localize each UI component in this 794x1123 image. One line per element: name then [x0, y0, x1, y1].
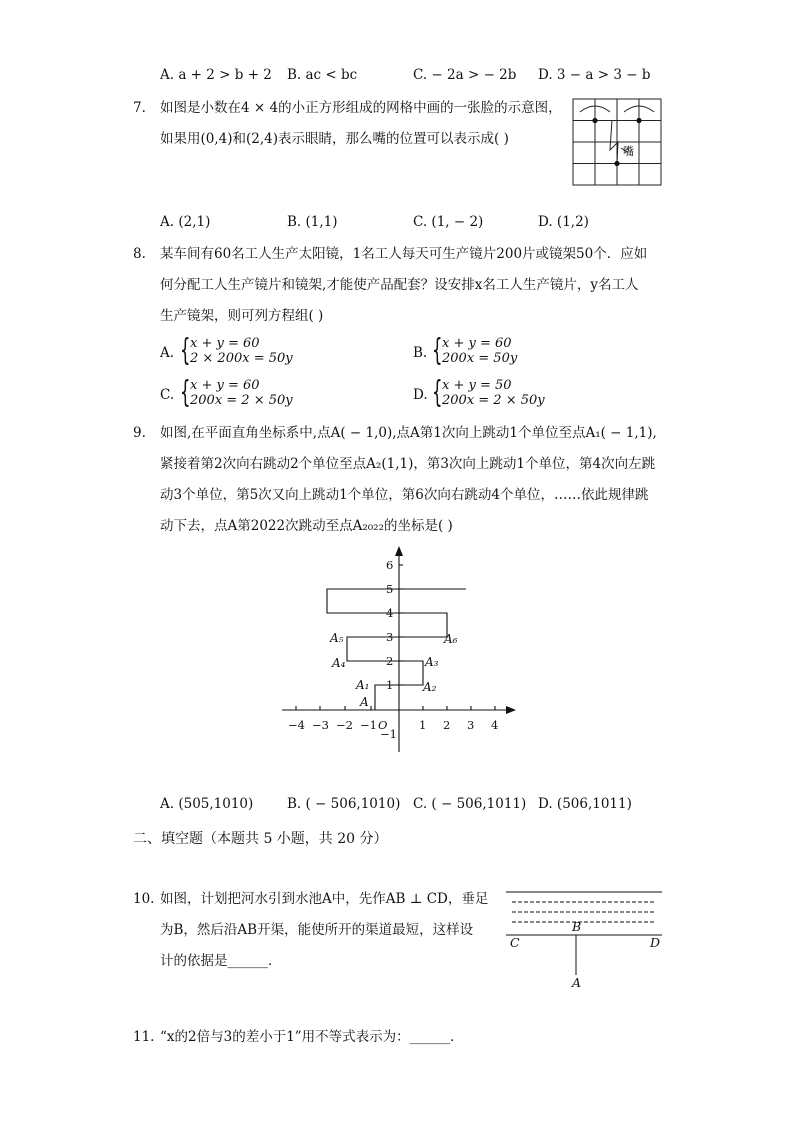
q10-label-b: B: [572, 919, 582, 934]
q7-option-d: D. (1,2): [538, 214, 589, 230]
y-tick-6: 6: [386, 558, 394, 572]
q7-option-b: B. (1,1): [287, 214, 338, 230]
q6-option-b: B. ac < bc: [287, 67, 358, 83]
q7-left-eye-dot: [592, 118, 597, 123]
q7-mouth-dot: [614, 161, 619, 166]
x-tick-1: 1: [419, 718, 427, 732]
q8-b-eq1: x + y = 60: [442, 336, 512, 351]
y-tick-3: 3: [386, 630, 394, 644]
origin-label: O: [378, 718, 388, 732]
q6-option-c: C. − 2a > − 2b: [413, 67, 517, 83]
q11-number: 11.: [133, 1029, 155, 1045]
q8-option-c-label: C.: [160, 387, 175, 403]
y-tick-5: 5: [386, 582, 394, 596]
q9-option-a: A. (505,1010): [160, 796, 254, 812]
x-tick-neg3: −3: [312, 718, 329, 732]
x-tick-neg1: −1: [360, 718, 377, 732]
point-label-a6: A₆: [444, 632, 458, 646]
q10-number: 10.: [133, 891, 155, 907]
q7-number: 7.: [133, 100, 146, 116]
q8-c-eq2: 200x = 2 × 50y: [190, 393, 293, 408]
q7-mouth-label: 嘴: [623, 145, 634, 158]
q9-number: 9.: [133, 425, 146, 441]
q9-text-line4: 动下去，点A第2022次跳动至点A₂₀₂₂的坐标是( ): [160, 518, 453, 534]
x-axis-arrow: [506, 706, 516, 714]
q10-text-line2: 为B，然后沿AB开渠，能使所开的渠道最短，这样设: [160, 922, 474, 938]
q9-option-d: D. (506,1011): [538, 796, 632, 812]
point-label-a: A: [360, 695, 369, 709]
section-heading: 二、填空题（本题共 5 小题，共 20 分）: [133, 831, 388, 847]
x-tick-neg4: −4: [288, 718, 305, 732]
y-tick-neg1: −1: [380, 727, 397, 741]
q9-option-b: B. ( − 506,1010): [287, 796, 401, 812]
q8-d-eq2: 200x = 2 × 50y: [442, 393, 545, 408]
y-tick-4: 4: [386, 606, 394, 620]
q8-b-eq2: 200x = 50y: [442, 351, 518, 366]
point-label-a4: A₄: [332, 656, 346, 670]
q7-option-a: A. (2,1): [160, 214, 211, 230]
y-tick-1: 1: [386, 678, 394, 692]
q9-option-c: C. ( − 506,1011): [413, 796, 527, 812]
x-tick-neg2: −2: [336, 718, 353, 732]
point-label-a3: A₃: [425, 655, 439, 669]
q6-option-a: A. a + 2 > b + 2: [160, 67, 272, 83]
q8-number: 8.: [133, 246, 146, 262]
q10-text-line3: 计的依据是______．: [160, 953, 282, 969]
q9-text-line1: 如图,在平面直角坐标系中,点A( − 1,0),点A第1次向上跳动1个单位至点A₁( − 1,1),: [160, 425, 657, 441]
point-label-a2: A₂: [423, 680, 437, 694]
q8-option-b-label: B.: [413, 345, 428, 361]
q7-text-line2: 如果用(0,4)和(2,4)表示眼睛，那么嘴的位置可以表示成( ): [160, 131, 509, 147]
q8-text-line1: 某车间有60名工人生产太阳镜，1名工人每天可生产镜片200片或镜架50个．应如: [160, 246, 648, 262]
q10-river-figure: [502, 883, 666, 993]
y-tick-2: 2: [386, 654, 394, 668]
q9-jump-path: [327, 589, 466, 710]
q10-text-line1: 如图，计划把河水引到水池A中，先作AB ⊥ CD，垂足: [160, 891, 489, 907]
q9-text-line3: 动3个单位，第5次又向上跳动1个单位，第6次向右跳动4个单位，……依此规律跳: [160, 487, 649, 503]
q8-text-line2: 何分配工人生产镜片和镜架,才能使产品配套？设安排x名工人生产镜片，y名工人: [160, 277, 639, 293]
x-tick-3: 3: [467, 718, 475, 732]
q11-text: “x的2倍与3的差小于1”用不等式表示为：______．: [160, 1029, 464, 1045]
x-tick-2: 2: [443, 718, 451, 732]
point-label-a1: A₁: [356, 678, 370, 692]
y-axis-arrow: [395, 546, 403, 556]
q9-text-line2: 紧接着第2次向右跳动2个单位至点A₂(1,1)，第3次向上跳动1个单位，第4次向左跳: [160, 456, 656, 472]
q10-label-c: C: [510, 935, 520, 950]
q10-label-a: A: [572, 975, 582, 990]
q8-text-line3: 生产镜架，则可列方程组( ): [160, 308, 324, 324]
q8-a-eq2: 2 × 200x = 50y: [190, 351, 293, 366]
q6-option-d: D. 3 − a > 3 − b: [538, 67, 651, 83]
q8-option-d-label: D.: [413, 387, 428, 403]
q7-face-grid-figure: [572, 98, 664, 188]
q8-c-eq1: x + y = 60: [190, 378, 260, 393]
q8-a-eq1: x + y = 60: [190, 336, 260, 351]
x-tick-4: 4: [491, 718, 499, 732]
q8-d-eq1: x + y = 50: [442, 378, 512, 393]
q9-coordinate-graph: [270, 540, 530, 760]
q8-option-a-label: A.: [160, 345, 175, 361]
q7-option-c: C. (1, − 2): [413, 214, 484, 230]
q7-text-line1: 如图是小数在4 × 4的小正方形组成的网格中画的一张脸的示意图，: [160, 100, 562, 116]
point-label-a5: A₅: [330, 631, 344, 645]
q7-right-eye-dot: [636, 118, 641, 123]
q10-label-d: D: [650, 935, 661, 950]
